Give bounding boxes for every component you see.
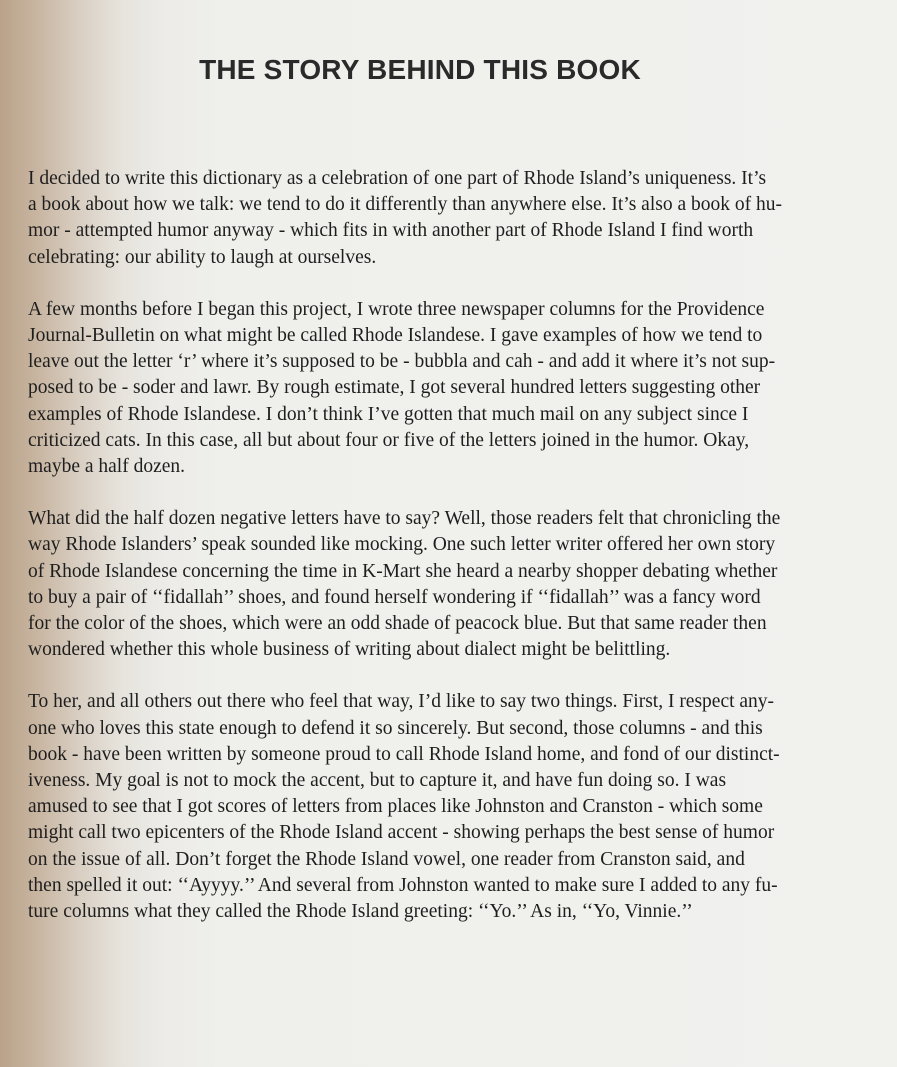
text-line: To her, and all others out there who feel that way, I’d like to say two things. First, I respect any-	[28, 691, 775, 713]
text-line: on the issue of all. Don’t forget the Rhode Island vowel, one reader from Cranston said, and	[28, 848, 745, 870]
text-line: of Rhode Islandese concerning the time in K-Mart she heard a nearby shopper debating whether	[28, 560, 778, 582]
text-line: a book about how we talk: we tend to do it differently than anywhere else. It’s also a book of hu-	[28, 194, 782, 216]
text-line: A few months before I began this project, I wrote three newspaper columns for the Providence	[28, 298, 765, 320]
text-line: examples of Rhode Islandese. I don’t think I’ve gotten that much mail on any subject since I	[28, 403, 749, 425]
text-line: posed to be - soder and lawr. By rough estimate, I got several hundred letters suggesting other	[28, 377, 761, 399]
text-line: amused to see that I got scores of letters from places like Johnston and Cranston - which some	[28, 796, 763, 818]
text-line: What did the half dozen negative letters have to say? Well, those readers felt that chronicling the	[28, 508, 781, 530]
page-title: THE STORY BEHIND THIS BOOK	[199, 54, 641, 85]
text-line: criticized cats. In this case, all but about four or five of the letters joined in the humor. Okay,	[28, 429, 750, 451]
text-line: book - have been written by someone proud to call Rhode Island home, and fond of our distinct-	[28, 743, 780, 765]
page-bleed	[0, 0, 897, 175]
paragraph-1	[28, 166, 896, 271]
text-line: one who loves this state enough to defend it so sincerely. But second, those columns - and this	[28, 717, 763, 739]
text-line: I decided to write this dictionary as a celebration of one part of Rhode Island’s uniqueness. It’s	[28, 168, 767, 189]
text-line: Journal-Bulletin on what might be called Rhode Islandese. I gave examples of how we tend to	[28, 325, 763, 347]
paragraph-3	[28, 506, 896, 663]
text-line: then spelled it out: ‘‘Ayyyy.’’ And several from Johnston wanted to make sure I added to any fu-	[28, 874, 778, 896]
text-line: might call two epicenters of the Rhode Island accent - showing perhaps the best sense of humor	[28, 822, 775, 844]
text-line: ture columns what they called the Rhode Island greeting: ‘‘Yo.’’ As in, ‘‘Yo, Vinnie.’’	[28, 901, 693, 923]
text-line: way Rhode Islanders’ speak sounded like mocking. One such letter writer offered her own story	[28, 534, 776, 556]
text-line: celebrating: our ability to laugh at ourselves.	[28, 246, 377, 268]
text-line: leave out the letter ‘r’ where it’s supposed to be - bubbla and cah - and add it where it’s not sup-	[28, 351, 776, 373]
text-line: mor - attempted humor anyway - which fits in with another part of Rhode Island I find worth	[28, 220, 754, 242]
text-line: iveness. My goal is not to mock the accent, but to capture it, and have fun doing so. I was	[28, 770, 727, 792]
text-line: to buy a pair of ‘‘fidallah’’ shoes, and found herself wondering if ‘‘fidallah’’ was a fancy word	[28, 586, 761, 608]
text-line: maybe a half dozen.	[28, 456, 186, 478]
text-line: for the color of the shoes, which were an odd shade of peacock blue. But that same reader then	[28, 613, 767, 635]
page-body	[28, 166, 896, 951]
paragraph-2	[28, 297, 896, 480]
text-line: wondered whether this whole business of writing about dialect might be belittling.	[28, 639, 671, 661]
paragraph-4	[28, 689, 896, 925]
